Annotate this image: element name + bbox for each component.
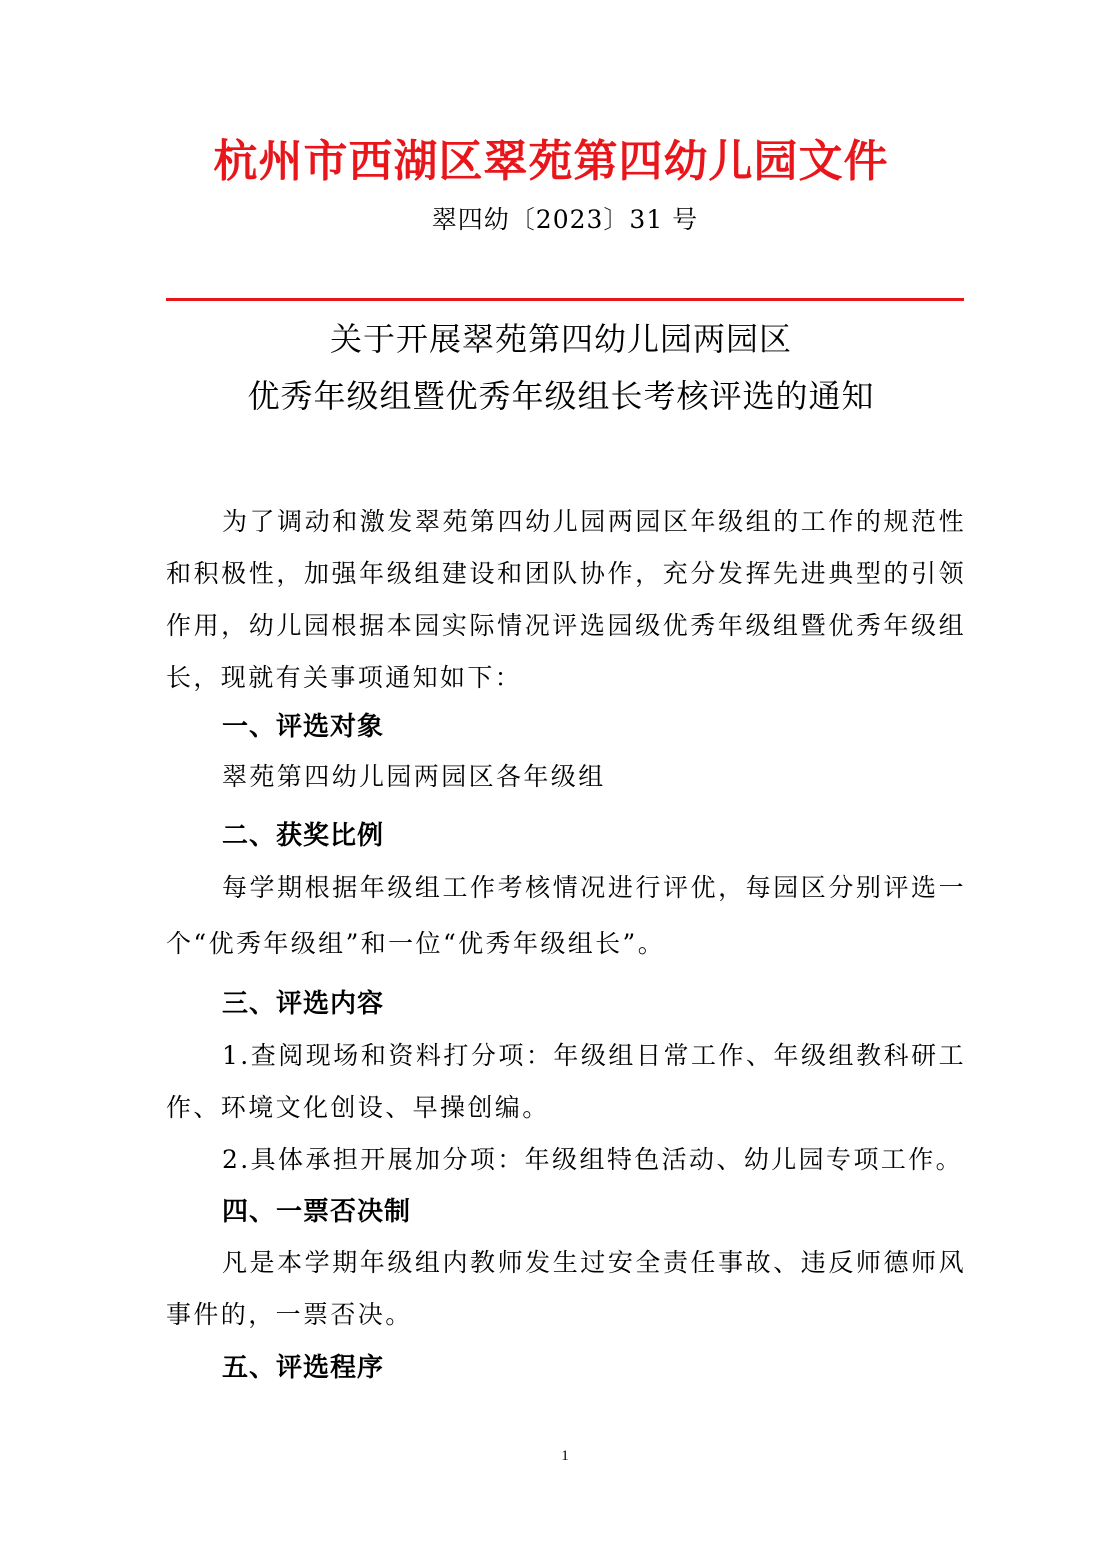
section-heading-veto: 四、一票否决制 xyxy=(222,1197,412,1227)
section-paragraph-award-ratio: 每学期根据年级组工作考核情况进行评优，每园区分别评选一个“优秀年级组”和一位“优秀年级组长”。 xyxy=(166,873,966,958)
section-heading-content: 三、评选内容 xyxy=(222,989,385,1019)
intro-paragraph: 为了调动和激发翠苑第四幼儿园两园区年级组的工作的规范性和积极性，加强年级组建设和团队协作，充分发挥先进典型的引领作用，幼儿园根据本园实际情况评选园级优秀年级组暨优秀年级组长，现就有关事项通知如下： xyxy=(166,507,966,692)
notice-title-line-2: 优秀年级组暨优秀年级组长考核评选的通知 xyxy=(247,377,875,415)
document-number: 翠四幼〔2023〕31 号 xyxy=(431,205,699,234)
section-paragraph-targets: 翠苑第四幼儿园两园区各年级组 xyxy=(222,762,606,791)
section-paragraph-content-1: 1.查阅现场和资料打分项：年级组日常工作、年级组教科研工作、环境文化创设、早操创编。 xyxy=(166,1041,966,1122)
org-header-title: 杭州市西湖区翠苑第四幼儿园文件 xyxy=(213,136,889,187)
page-number: 1 xyxy=(561,1448,569,1464)
section-paragraph-content-2: 2.具体承担开展加分项：年级组特色活动、幼儿园专项工作。 xyxy=(222,1145,964,1174)
section-heading-targets: 一、评选对象 xyxy=(222,712,385,742)
notice-title-line-1: 关于开展翠苑第四幼儿园两园区 xyxy=(329,320,792,358)
red-divider-line xyxy=(166,298,964,301)
section-paragraph-veto: 凡是本学期年级组内教师发生过安全责任事故、违反师德师风事件的，一票否决。 xyxy=(166,1248,966,1329)
section-heading-award-ratio: 二、获奖比例 xyxy=(222,821,385,851)
section-heading-procedure: 五、评选程序 xyxy=(222,1353,385,1383)
